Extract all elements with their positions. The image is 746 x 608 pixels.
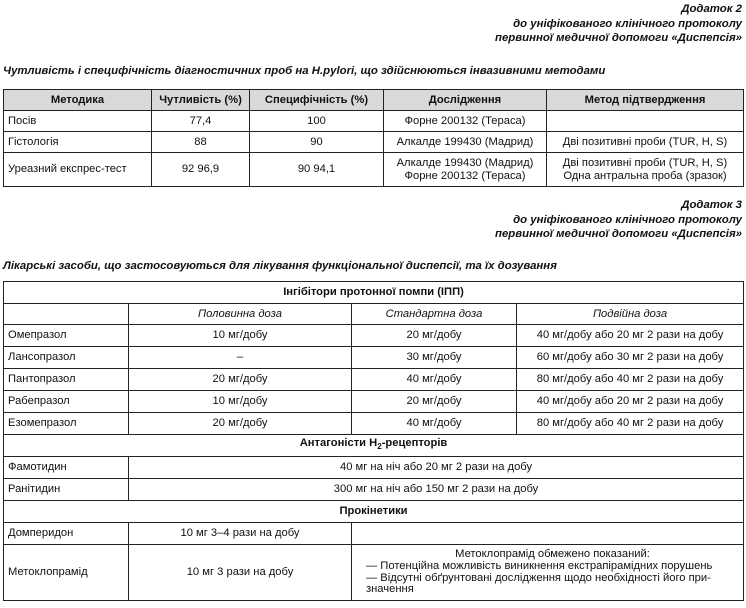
table-row [4, 457, 744, 479]
half-dose-cell: 20 мг/добу [129, 413, 352, 435]
hpylori-tests-table [3, 89, 744, 187]
h2-title-post: -рецепторів [381, 437, 448, 450]
table-row [4, 111, 744, 132]
half-dose-cell: 10 мг/добу [129, 391, 352, 413]
h2-title-sub: 2 [377, 442, 382, 452]
table-row [4, 479, 744, 501]
table-row [4, 132, 744, 153]
appendix-3-protocol-line: до уніфікованого клінічного протоколу [513, 213, 742, 226]
header-half-dose: Половинна доза [129, 304, 352, 325]
drug-name: Ранітидин [4, 479, 129, 501]
standard-dose-cell: 40 мг/добу [352, 369, 517, 391]
standard-dose-cell: 40 мг/добу [352, 413, 517, 435]
appendix-2-protocol-line: до уніфікованого клінічного протоколу [513, 17, 742, 30]
table-row [4, 413, 744, 435]
dose-cell: 10 мг 3 рази на добу [129, 545, 352, 601]
table-row [4, 391, 744, 413]
drug-name: Пантопразол [4, 369, 129, 391]
study-cell: Форне 200132 (Тераса) [384, 111, 547, 132]
standard-dose-cell: 20 мг/добу [352, 325, 517, 347]
sensitivity-cell: 88 [152, 132, 250, 153]
sensitivity-cell: 92 96,9 [152, 153, 250, 187]
drug-name: Фамотидин [4, 457, 129, 479]
method-cell: Посів [4, 111, 152, 132]
specificity-cell: 100 [250, 111, 384, 132]
double-dose-cell: 40 мг/добу або 20 мг 2 рази на добу [517, 325, 744, 347]
drug-name: Метоклопрамід [4, 545, 129, 601]
half-dose-cell: 20 мг/добу [129, 369, 352, 391]
double-dose-cell: 40 мг/добу або 20 мг 2 рази на добу [517, 391, 744, 413]
section-row-ppi [4, 282, 744, 304]
table-row [4, 545, 744, 601]
header-double-dose: Подвійна доза [517, 304, 744, 325]
drug-name: Омепразол [4, 325, 129, 347]
header-sensitivity: Чутливість (%) [152, 90, 250, 111]
table-header-row [4, 90, 744, 111]
section-title-ppi: Інгібітори протонної помпи (ІПП) [4, 282, 744, 304]
appendix-3-care-line: первинної медичної допомоги «Диспепсія» [495, 228, 742, 240]
double-dose-cell: 60 мг/добу або 30 мг 2 рази на добу [517, 347, 744, 369]
drug-name: Лансопразол [4, 347, 129, 369]
table-row [4, 325, 744, 347]
note-cell [352, 523, 744, 545]
appendix-2-title: Додаток 2 [681, 3, 742, 15]
half-dose-cell: 10 мг/добу [129, 325, 352, 347]
dose-header-row [4, 304, 744, 325]
empty-header-cell [4, 304, 129, 325]
double-dose-cell: 80 мг/добу або 40 мг 2 рази на добу [517, 413, 744, 435]
header-specificity: Специфічність (%) [250, 90, 384, 111]
specificity-cell: 90 94,1 [250, 153, 384, 187]
confirmation-cell [547, 153, 744, 187]
confirmation-cell [547, 111, 744, 132]
note-line-1: Метоклопрамід обмежено показаний: [455, 548, 650, 561]
header-standard-dose: Стандартна доза [352, 304, 517, 325]
study-cell: Алкалде 199430 (Мадрид) [384, 132, 547, 153]
dose-cell: 300 мг на ніч або 150 мг 2 рази на добу [129, 479, 744, 501]
drug-name: Домперидон [4, 523, 129, 545]
note-line-4: значення [366, 583, 414, 596]
section-row-prokinetics [4, 501, 744, 523]
half-dose-cell: – [129, 347, 352, 369]
header-study: Дослідження [384, 90, 547, 111]
confirmation-line-2: Одна антральна проба (зразок) [563, 169, 727, 182]
table-row [4, 347, 744, 369]
section-title-h2 [4, 435, 744, 457]
study-line-2: Форне 200132 (Тераса) [404, 169, 526, 182]
section-title-prokinetics: Прокінетики [4, 501, 744, 523]
note-line-2: — Потенційна можливість виникнення екстрапірамідних порушень [366, 559, 713, 572]
confirmation-cell: Дві позитивні проби (TUR, H, S) [547, 132, 744, 153]
dose-cell: 10 мг 3–4 рази на добу [129, 523, 352, 545]
appendix-2-care-line: первинної медичної допомоги «Диспепсія» [495, 32, 742, 44]
appendix-2-caption: Чутливість і специфічність діагностичних проб на H.pylori, що здійснюються інвазивними методами [3, 65, 606, 77]
standard-dose-cell: 30 мг/добу [352, 347, 517, 369]
confirmation-line-1: Дві позитивні проби (TUR, H, S) [562, 156, 728, 169]
h2-title-pre: Антагоністи H [299, 437, 378, 450]
dose-cell: 40 мг на ніч або 20 мг 2 рази на добу [129, 457, 744, 479]
study-line-1: Алкалде 199430 (Мадрид) [396, 156, 534, 169]
note-cell [352, 545, 744, 601]
section-row-h2 [4, 435, 744, 457]
drug-dosage-table [3, 281, 744, 601]
double-dose-cell: 80 мг/добу або 40 мг 2 рази на добу [517, 369, 744, 391]
drug-name: Рабепразол [4, 391, 129, 413]
study-cell [384, 153, 547, 187]
method-cell: Гістологія [4, 132, 152, 153]
standard-dose-cell: 20 мг/добу [352, 391, 517, 413]
sensitivity-cell: 77,4 [152, 111, 250, 132]
appendix-3-header [495, 198, 742, 242]
table-row [4, 369, 744, 391]
appendix-3-caption: Лікарські засоби, що застосовуються для лікування функціональної диспепсії, та їх дозування [3, 260, 557, 272]
drug-name: Езомепразол [4, 413, 129, 435]
header-method: Методика [4, 90, 152, 111]
specificity-cell: 90 [250, 132, 384, 153]
note-line-3: — Відсутні обґрунтовані дослідження щодо необхідності його при- [366, 571, 711, 584]
table-row [4, 153, 744, 187]
table-row [4, 523, 744, 545]
header-confirmation: Метод підтвердження [547, 90, 744, 111]
appendix-3-title: Додаток 3 [681, 199, 742, 211]
method-cell: Уреазний експрес-тест [4, 153, 152, 187]
appendix-2-header [495, 2, 742, 46]
